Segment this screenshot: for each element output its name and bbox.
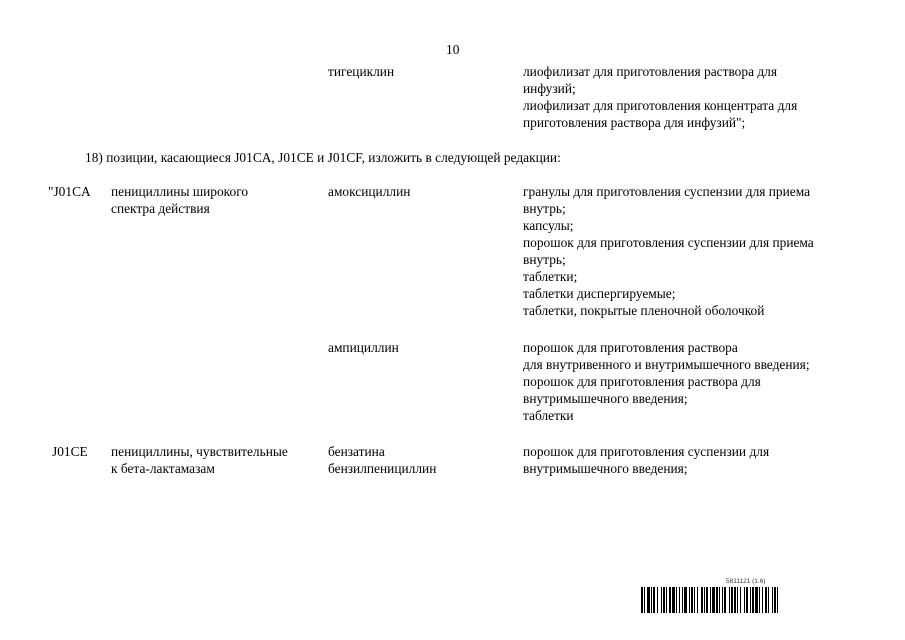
dosage-form-line: порошок для приготовления раствора для <box>523 374 761 389</box>
atc-code-j01ce: J01CE <box>52 444 88 459</box>
dosage-forms-amoxicillin <box>523 183 814 319</box>
dosage-forms-ampicillin <box>523 339 810 424</box>
group-name-line: пенициллины широкого <box>111 184 249 199</box>
drug-name-line: бензатина <box>328 444 385 459</box>
dosage-form-line: таблетки, покрытые пленочной оболочкой <box>523 303 765 318</box>
dosage-form-line: приготовления раствора для инфузий"; <box>523 115 746 130</box>
dosage-forms-benzathine-benzylpenicillin <box>523 443 769 477</box>
page-number: 10 <box>446 42 460 57</box>
barcode-icon <box>641 587 855 613</box>
dosage-form-line: внутримышечного введения; <box>523 461 688 476</box>
drug-name-tigecycline: тигециклин <box>328 64 395 79</box>
dosage-form-line: внутримышечного введения; <box>523 391 688 406</box>
dosage-form-line: таблетки диспергируемые; <box>523 286 676 301</box>
dosage-form-line: внутрь; <box>523 201 566 216</box>
atc-code-j01ca: "J01CA <box>48 184 91 199</box>
dosage-form-line: инфузий; <box>523 81 576 96</box>
drug-name-benzathine-benzylpenicillin <box>328 443 436 477</box>
atc-group-name-j01ca <box>111 183 248 217</box>
drug-name-ampicillin: ампициллин <box>328 340 399 355</box>
dosage-form-line: лиофилизат для приготовления концентрата для <box>523 98 798 113</box>
drug-name-line: бензилпенициллин <box>328 461 437 476</box>
document-code: 5811121 (1.6) <box>726 578 766 585</box>
group-name-line: пенициллины, чувствительные <box>111 444 288 459</box>
dosage-form-line: порошок для приготовления суспензии для <box>523 444 770 459</box>
dosage-form-line: капсулы; <box>523 218 574 233</box>
atc-group-name-j01ce <box>111 443 288 477</box>
group-name-line: спектра действия <box>111 201 210 216</box>
dosage-form-line: гранулы для приготовления суспензии для приема <box>523 184 811 199</box>
group-name-line: к бета-лактамазам <box>111 461 215 476</box>
dosage-form-line: таблетки <box>523 408 574 423</box>
dosage-form-line: внутрь; <box>523 252 566 267</box>
dosage-forms-tigecycline <box>523 63 797 131</box>
dosage-form-line: порошок для приготовления суспензии для приема <box>523 235 814 250</box>
amendment-instruction: 18) позиции, касающиеся J01CA, J01CE и J01CF, изложить в следующей редакции: <box>85 150 561 165</box>
dosage-form-line: таблетки; <box>523 269 578 284</box>
dosage-form-line: порошок для приготовления раствора <box>523 340 738 355</box>
dosage-form-line: для внутривенного и внутримышечного введения; <box>523 357 810 372</box>
dosage-form-line: лиофилизат для приготовления раствора для <box>523 64 778 79</box>
drug-name-amoxicillin: амоксициллин <box>328 184 411 199</box>
